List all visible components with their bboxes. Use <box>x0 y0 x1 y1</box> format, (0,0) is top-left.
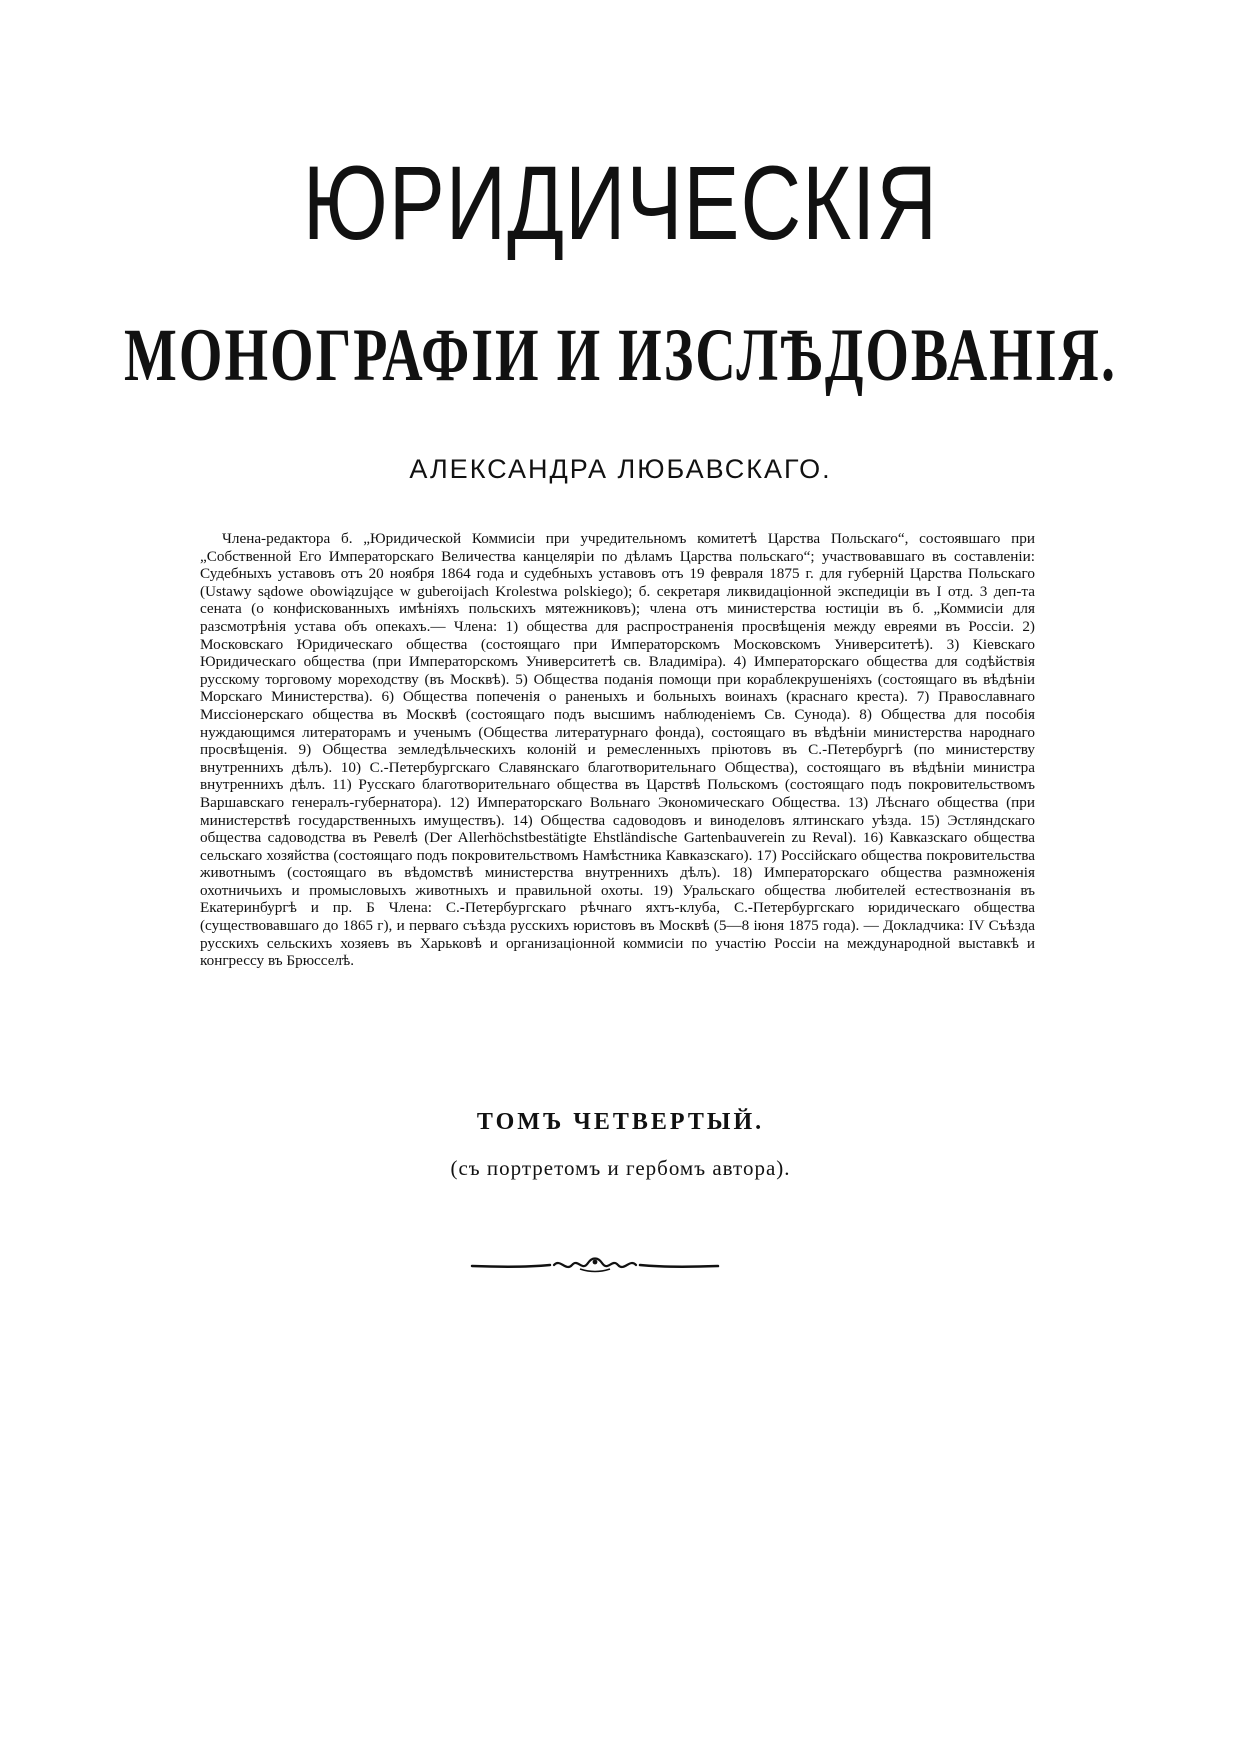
book-title-line-2: МОНОГРАФІИ И ИЗСЛѢДОВАНІЯ. <box>124 313 1117 398</box>
author-credentials-paragraph: Члена-редактора б. „Юридической Коммисіи при учредительномъ комитетѣ Царства Польскаго“, состоявшаго при „Собственной Его Императорскаго Величества канцеляріи по дѣламъ Царства польскаго“; участвовавшаго въ составленіи: Судебныхъ уставовъ отъ 20 ноября 1864 года и судебныхъ уставовъ отъ 19 февраля 1875 г. для губерній Царства Польскаго (Ustawy sądowe obowiązujące w guberoijach Krolestwa polskiego); б. секретаря ликвидаціонной экспедиціи въ I отд. 3 деп-та сената (о конфискованныхъ имѣніяхъ польскихъ мятежниковъ); члена отъ министерства юстиціи въ б. „Коммисіи для разсмотрѣнія устава объ опекахъ.— Члена: 1) общества для распространенія просвѣщенія между евреями въ Россіи. 2) Московскаго Юридическаго общества (состоящаго при Императорскомъ Московскомъ Университетѣ). 3) Кіевскаго Юридическаго общества (при Императорскомъ Университетѣ св. Владиміра). 4) Императорскаго общества для содѣйствія русскому торговому мореходству (въ Москвѣ). 5) Общества поданія помощи при кораблекрушеніяхъ (состоящаго въ вѣдѣніи Морскаго Министерства). 6) Общества попеченія о раненыхъ и больныхъ воинахъ (краснаго креста). 7) Православнаго Миссіонерскаго общества въ Москвѣ (состоящаго подъ высшимъ наблюденіемъ Св. Сунода). 8) Общества для пособія нуждающимся литераторамъ и ученымъ (Общества литературнаго фонда), состоящаго въ вѣдѣніи министерства народнаго просвѣщенія. 9) Общества земледѣльческихъ колоній и ремесленныхъ пріютовъ въ С.-Петербургѣ (по министерству внутреннихъ дѣлъ). 10) С.-Петербургскаго Славянскаго благотворительнаго Общества), состоящаго въ вѣдѣніи министра внутреннихъ дѣлъ. 11) Русскаго благотворительнаго общества въ Царствѣ Польскомъ (состоящаго подъ покровительствомъ Варшавскаго генералъ-губернатора). 12) Императорскаго Вольнаго Экономическаго Общества. 13) Лѣснаго общества (при министерствѣ государственныхъ имуществъ). 14) Общества садоводовъ и виноделовъ ялтинскаго уѣзда. 15) Эстляндскаго общества садоводства въ Ревелѣ (Der Allerhöchstbestätigte Ehstländische Gartenbauverein zu Reval). 16) Кавказскаго общества сельскаго хозяйства (состоящаго подъ покровительствомъ Намѣстника Кавказскаго). 17) Россійскаго общества покровительства животнымъ (состоящаго въ вѣдомствѣ министерства внутреннихъ дѣлъ). 18) Императорскаго общества размноженія охотничьихъ и промысловыхъ животныхъ и правильной охоты. 19) Уральскаго общества любителей естествознанія въ Екатеринбургѣ и пр. Б Члена: С.-Петербургскаго рѣчнаго яхтъ-клуба, С.-Петербургскаго юридическаго общества (существовавшаго до 1865 г), и перваго съѣзда русскихъ юристовъ въ Москвѣ (5—8 іюня 1875 года). — Докладчика: IV Съѣзда русскихъ сельскихъ хозяевъ въ Харьковѣ и организаціонной коммисіи по участію Россіи на международной выставкѣ и конгрессу въ Брюсселѣ. <box>200 530 1035 970</box>
book-title-line-1: ЮРИДИЧЕСКІЯ <box>302 143 939 262</box>
volume-label: ТОМЪ ЧЕТВЕРТЫЙ. <box>476 1109 765 1135</box>
author-name: АЛЕКСАНДРА ЛЮБАВСКАГО. <box>409 454 832 484</box>
portrait-note: (съ портретомъ и гербомъ автора). <box>450 1156 791 1180</box>
decorative-rule-icon <box>470 1250 720 1280</box>
